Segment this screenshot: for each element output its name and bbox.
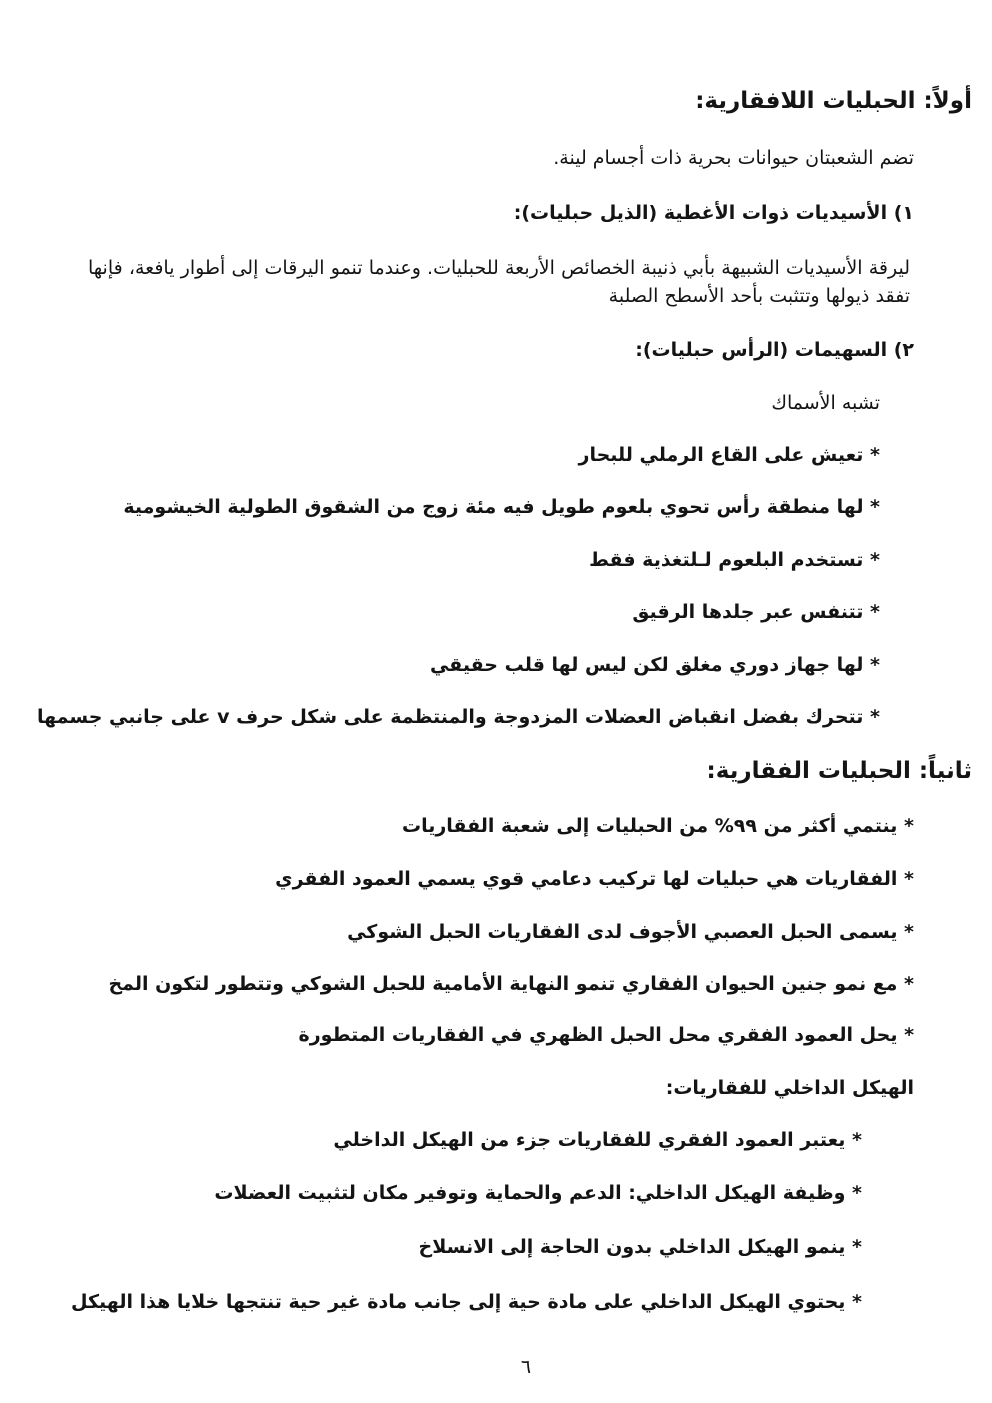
list-item: * تتحرك بفضل انقباض العضلات المزدوجة والمنتظمة على شكل حرف v على جانبي جسمها bbox=[36, 706, 880, 728]
list-item: * مع نمو جنين الحيوان الفقاري تنمو النهاية الأمامية للحبل الشوكي وتتطور لتكون المخ bbox=[108, 973, 914, 995]
skeleton-title: الهيكل الداخلي للفقاريات: bbox=[665, 1077, 914, 1099]
list-item: * تعيش على القاع الرملي للبحار bbox=[578, 444, 880, 466]
list-item: * ينمو الهيكل الداخلي بدون الحاجة إلى الانسلاخ bbox=[418, 1236, 862, 1258]
subsection2-lead: تشبه الأسماك bbox=[771, 392, 880, 414]
list-item: * لها منطقة رأس تحوي بلعوم طويل فيه مئة زوج من الشقوق الطولية الخيشومية bbox=[123, 496, 880, 518]
list-item: * لها جهاز دوري مغلق لكن ليس لها قلب حقيقي bbox=[429, 654, 880, 676]
subsection2-title: ٢) السهيمات (الرأس حبليات): bbox=[635, 339, 914, 361]
list-item: * يسمى الحبل العصبي الأجوف لدى الفقاريات الحبل الشوكي bbox=[347, 921, 914, 943]
list-item: * وظيفة الهيكل الداخلي: الدعم والحماية وتوفير مكان لتثبيت العضلات bbox=[214, 1182, 862, 1204]
subsection1-paragraph: ليرقة الأسيديات الشبيهة بأبي ذنيبة الخصائص الأربعة للحبليات. وعندما تنمو اليرقات إلى أطوار يافعة، فإنها تفقد ذيولها وتتثبت بأحد الأسطح الصلبة bbox=[88, 257, 910, 307]
list-item: * تستخدم البلعوم لـلتغذية فقط bbox=[589, 549, 880, 571]
list-item: * ينتمي أكثر من ٩٩% من الحبليات إلى شعبة الفقاريات bbox=[401, 815, 914, 837]
list-item: * يحتوي الهيكل الداخلي على مادة حية إلى جانب مادة غير حية تنتجها خلايا هذا الهيكل bbox=[71, 1291, 862, 1313]
list-item: * تتنفس عبر جلدها الرقيق bbox=[632, 601, 880, 623]
list-item: * يعتبر العمود الفقري للفقاريات جزء من الهيكل الداخلي bbox=[333, 1129, 862, 1151]
list-item: * يحل العمود الفقري محل الحبل الظهري في الفقاريات المتطورة bbox=[298, 1024, 914, 1046]
section1-heading: أولاً: الحبليات اللافقارية: bbox=[695, 88, 972, 114]
list-item: * الفقاريات هي حبليات لها تركيب دعامي قوي يسمي العمود الفقري bbox=[275, 868, 914, 890]
section1-intro: تضم الشعبتان حيوانات بحرية ذات أجسام لينة. bbox=[553, 147, 914, 169]
section2-heading: ثانياً: الحبليات الفقارية: bbox=[706, 758, 972, 784]
page-number: ٦ bbox=[520, 1356, 532, 1378]
subsection1-title: ١) الأسيديات ذوات الأغطية (الذيل حبليات): bbox=[513, 202, 914, 224]
